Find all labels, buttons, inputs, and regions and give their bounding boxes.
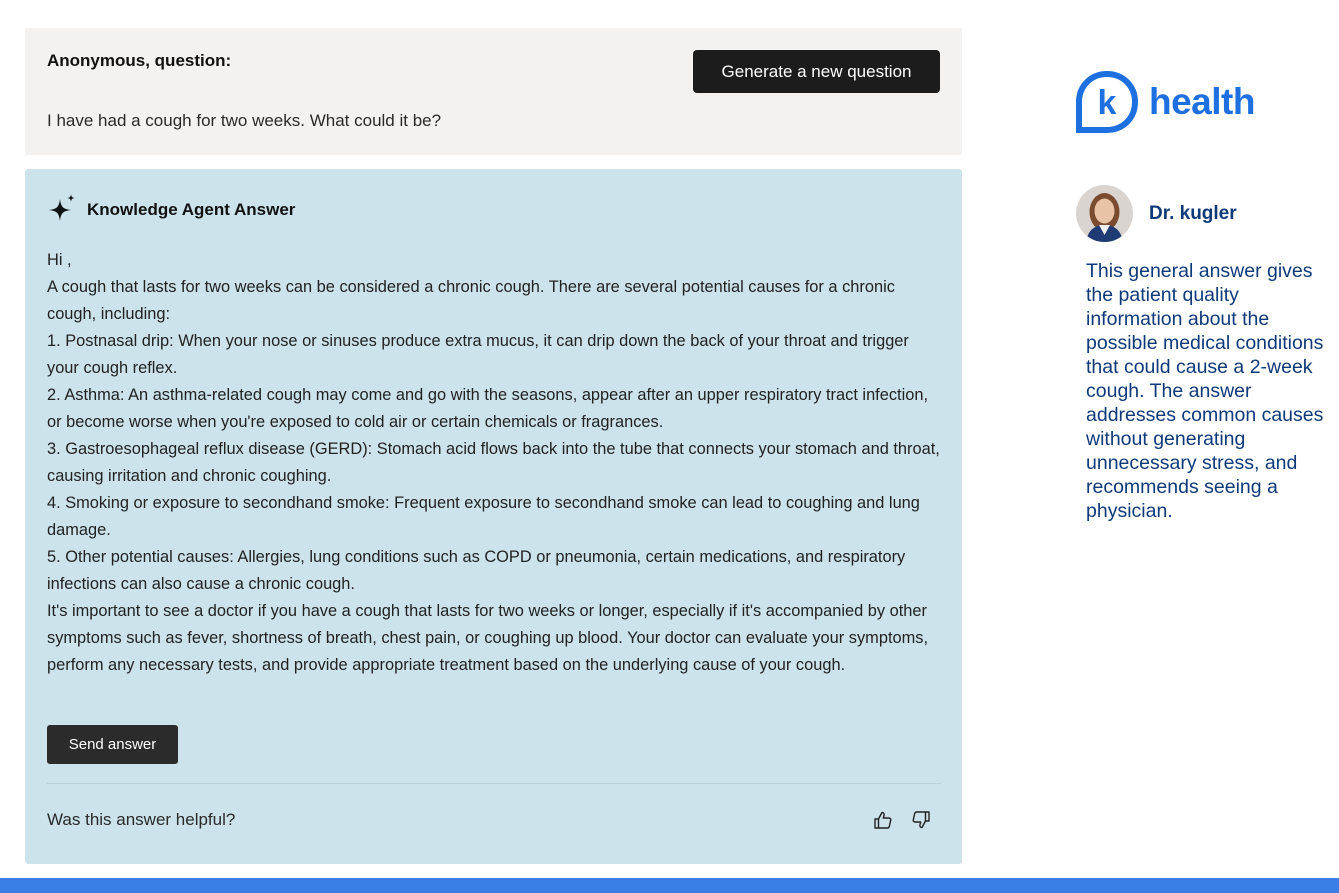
reviewer-name: Dr. kugler	[1149, 202, 1237, 224]
thumbs-down-icon[interactable]	[910, 809, 932, 831]
answer-line: 3. Gastroesophageal reflux disease (GERD): Stomach acid flows back into the tube that connects your stomach and throat, causing irritation and chronic coughing.	[47, 440, 940, 485]
question-label: Anonymous, question:	[47, 51, 232, 70]
answer-header	[47, 193, 295, 227]
question-text: I have had a cough for two weeks. What could it be?	[47, 111, 442, 130]
reviewer	[1076, 185, 1237, 242]
answer-line: It's important to see a doctor if you have a cough that lasts for two weeks or longer, especially if it's accompanied by other symptoms such as fever, shortness of breath, chest pain, or coughing up blood. Your doctor can evaluate your symptoms, perform any necessary tests, and provide appropriate treatment based on the underlying cause of your cough.	[47, 602, 929, 674]
k-logo-icon	[1075, 70, 1139, 134]
answer-line: 2. Asthma: An asthma-related cough may come and go with the seasons, appear after an upper respiratory tract infection, or become worse when you're exposed to cold air or certain chemicals or fragrances.	[47, 386, 929, 431]
k-health-logo	[1075, 70, 1255, 134]
answer-line: 1. Postnasal drip: When your nose or sinuses produce extra mucus, it can drip down the back of your throat and trigger your cough reflex.	[47, 332, 909, 377]
divider	[47, 783, 941, 784]
helpful-prompt: Was this answer helpful?	[47, 810, 236, 829]
reviewer-comment: This general answer gives the patient quality information about the possible medical conditions that could cause a 2-week cough. The answer addresses common causes without generating unnecessary stress, and recommends seeing a physician.	[1086, 260, 1324, 522]
thumbs-up-icon[interactable]	[872, 809, 894, 831]
bottom-bar	[0, 878, 1339, 893]
answer-line: 4. Smoking or exposure to secondhand smoke: Frequent exposure to secondhand smoke can lead to coughing and lung damage.	[47, 494, 920, 539]
avatar	[1076, 185, 1133, 242]
answer-body	[47, 247, 942, 679]
answer-title: Knowledge Agent Answer	[87, 200, 296, 219]
logo-letter: k	[1097, 84, 1117, 122]
generate-question-button[interactable]: Generate a new question	[693, 50, 940, 93]
send-answer-button[interactable]: Send answer	[47, 725, 178, 764]
sparkle-icon	[47, 193, 77, 227]
logo-word: health	[1149, 81, 1255, 122]
answer-line: Hi ,	[47, 251, 72, 269]
answer-line: 5. Other potential causes: Allergies, lung conditions such as COPD or pneumonia, certain medications, and respiratory infections can also cause a chronic cough.	[47, 548, 906, 593]
answer-line: A cough that lasts for two weeks can be considered a chronic cough. There are several potential causes for a chronic cough, including:	[47, 278, 895, 323]
answer-card	[25, 169, 962, 864]
question-card	[25, 28, 962, 155]
